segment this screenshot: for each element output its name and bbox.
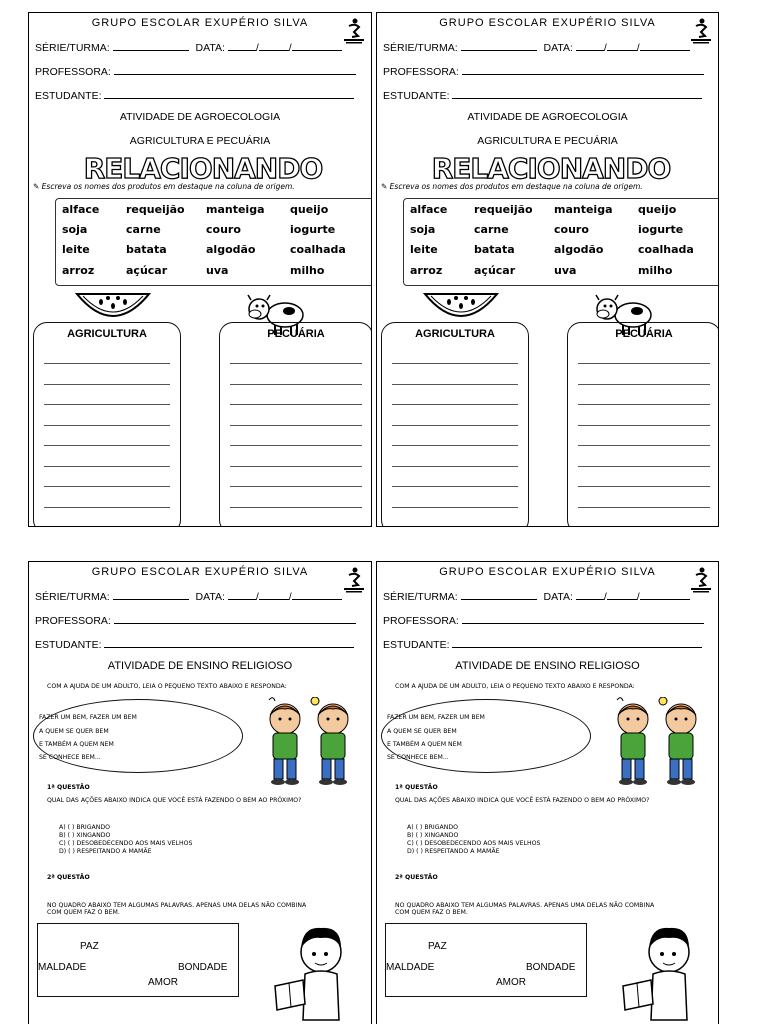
writing-line[interactable] — [44, 486, 170, 487]
agricultura-title: AGRICULTURA — [415, 328, 495, 340]
agro-sheet-right — [376, 12, 719, 527]
relacionando-banner — [431, 153, 671, 183]
word-bank-item: requeijão — [474, 203, 533, 216]
serie-turma-row — [35, 41, 342, 54]
activity-title: ATIVIDADE DE ENSINO RELIGIOSO — [455, 660, 640, 672]
writing-line[interactable] — [578, 363, 710, 364]
professora-field[interactable] — [462, 65, 704, 75]
school-name: GRUPO ESCOLAR EXUPÉRIO SILVA — [91, 566, 309, 578]
option-c[interactable]: C) ( ) DESOBEDECENDO AOS MAIS VELHOS — [59, 840, 193, 847]
school-logo — [690, 17, 712, 47]
poem-ellipse — [381, 699, 591, 773]
option-b[interactable]: B) ( ) XINGANDO — [407, 832, 459, 839]
word-paz[interactable]: PAZ — [428, 941, 447, 952]
professora-field[interactable] — [114, 614, 356, 624]
word-bank-item: iogurte — [290, 223, 336, 236]
word-bank-item: açúcar — [126, 264, 168, 277]
writing-line[interactable] — [578, 404, 710, 405]
writing-line[interactable] — [392, 486, 518, 487]
day-field[interactable] — [576, 41, 604, 51]
word-bank-item: algodão — [206, 243, 256, 256]
date-separator: / — [636, 42, 640, 54]
instruction-text: ✎ Escreva os nomes dos produtos em destaque na coluna de origem. — [33, 182, 295, 191]
writing-line[interactable] — [392, 507, 518, 508]
month-field[interactable] — [259, 590, 289, 600]
word-bondade[interactable]: BONDADE — [526, 962, 576, 973]
serie-field[interactable] — [461, 41, 537, 51]
writing-line[interactable] — [44, 425, 170, 426]
school-logo — [343, 17, 365, 47]
serie-label: SÉRIE/TURMA: — [383, 591, 458, 603]
agricultura-title: AGRICULTURA — [67, 328, 147, 340]
serie-label: SÉRIE/TURMA: — [35, 591, 110, 603]
pecuaria-box — [567, 322, 719, 527]
boy-reading-illustration — [269, 920, 359, 1024]
professora-field[interactable] — [114, 65, 356, 75]
word-bank-item: uva — [554, 264, 577, 277]
word-bank-item: leite — [410, 243, 438, 256]
question-2-label: 2ª QUESTÃO — [47, 874, 90, 881]
word-maldade[interactable]: MALDADE — [38, 962, 87, 973]
estudante-field[interactable] — [104, 89, 354, 99]
writing-line[interactable] — [44, 466, 170, 467]
word-bank-item: algodão — [554, 243, 604, 256]
word-bondade[interactable]: BONDADE — [178, 962, 228, 973]
writing-line[interactable] — [578, 445, 710, 446]
estudante-field[interactable] — [452, 89, 702, 99]
data-label: DATA: — [543, 42, 573, 54]
watermelon-icon — [75, 290, 151, 324]
word-bank-item: requeijão — [126, 203, 185, 216]
option-c[interactable]: C) ( ) DESOBEDECENDO AOS MAIS VELHOS — [407, 840, 541, 847]
word-bank-item: coalhada — [290, 243, 346, 256]
pecuaria-title: PECUÁRIA — [267, 328, 325, 340]
word-bank — [403, 198, 719, 286]
agricultura-box — [381, 322, 529, 527]
poem-line: SE CONHECE BEM... — [387, 754, 449, 761]
school-logo — [343, 566, 365, 596]
religion-sheet-left — [28, 561, 372, 1024]
word-bank-item: arroz — [62, 264, 95, 277]
question-1-text: QUAL DAS AÇÕES ABAIXO INDICA QUE VOCÊ ESTÁ FAZENDO O BEM AO PRÓXIMO? — [47, 797, 302, 804]
date-separator: / — [603, 42, 607, 54]
estudante-row — [35, 89, 354, 102]
professora-label: PROFESSORA: — [35, 615, 111, 627]
word-bank-item: iogurte — [638, 223, 684, 236]
estudante-label: ESTUDANTE: — [383, 90, 450, 102]
question-1-text: QUAL DAS AÇÕES ABAIXO INDICA QUE VOCÊ ESTÁ FAZENDO O BEM AO PRÓXIMO? — [395, 797, 650, 804]
writing-line[interactable] — [230, 363, 362, 364]
writing-line[interactable] — [44, 363, 170, 364]
estudante-row — [383, 638, 702, 651]
date-separator: / — [255, 591, 259, 603]
poem-ellipse — [33, 699, 243, 773]
professora-row — [383, 65, 704, 78]
word-bank-item: manteiga — [554, 203, 613, 216]
date-separator: / — [636, 591, 640, 603]
intro-text: COM A AJUDA DE UM ADULTO, LEIA O PEQUENO TEXTO ABAIXO E RESPONDA: — [47, 683, 287, 690]
writing-line[interactable] — [230, 466, 362, 467]
writing-line[interactable] — [392, 466, 518, 467]
word-bank-item: leite — [62, 243, 90, 256]
agro-sheet-left — [28, 12, 372, 527]
poem-line: SE CONHECE BEM... — [39, 754, 101, 761]
banner-text: RELACIONANDO — [431, 153, 671, 183]
professora-field[interactable] — [462, 614, 704, 624]
writing-line[interactable] — [230, 425, 362, 426]
word-bank-item: queijo — [290, 203, 329, 216]
professora-label: PROFESSORA: — [383, 615, 459, 627]
day-field[interactable] — [576, 590, 604, 600]
question-1-label: 1ª QUESTÃO — [47, 784, 90, 791]
word-bank — [55, 198, 372, 286]
writing-line[interactable] — [578, 486, 710, 487]
professora-row — [35, 65, 356, 78]
writing-line[interactable] — [230, 486, 362, 487]
professora-label: PROFESSORA: — [35, 66, 111, 78]
question-2-text: COM QUEM FAZ O BEM. — [395, 909, 468, 916]
kids-thinking-illustration — [259, 697, 359, 787]
word-bank-item: milho — [638, 264, 673, 277]
option-d[interactable]: D) ( ) RESPEITANDO A MAMÃE — [59, 848, 152, 855]
watermelon-icon — [423, 290, 499, 324]
question-1-label: 1ª QUESTÃO — [395, 784, 438, 791]
question-2-text: COM QUEM FAZ O BEM. — [47, 909, 120, 916]
month-field[interactable] — [607, 41, 637, 51]
date-separator: / — [288, 42, 292, 54]
estudante-row — [383, 89, 702, 102]
estudante-label: ESTUDANTE: — [35, 639, 102, 651]
writing-line[interactable] — [578, 466, 710, 467]
date-separator: / — [288, 591, 292, 603]
estudante-label: ESTUDANTE: — [383, 639, 450, 651]
word-amor[interactable]: AMOR — [496, 977, 526, 988]
data-label: DATA: — [543, 591, 573, 603]
word-bank-item: açúcar — [474, 264, 516, 277]
writing-line[interactable] — [230, 404, 362, 405]
serie-turma-row — [383, 590, 690, 603]
serie-field[interactable] — [113, 41, 189, 51]
school-logo — [690, 566, 712, 596]
writing-line[interactable] — [392, 404, 518, 405]
estudante-label: ESTUDANTE: — [35, 90, 102, 102]
religion-sheet-right — [376, 561, 719, 1024]
writing-line[interactable] — [578, 507, 710, 508]
day-field[interactable] — [228, 590, 256, 600]
word-bank-item: couro — [206, 223, 241, 236]
word-bank-item: alface — [410, 203, 448, 216]
word-bank-item: batata — [126, 243, 167, 256]
writing-line[interactable] — [230, 384, 362, 385]
word-bank-item: couro — [554, 223, 589, 236]
school-name: GRUPO ESCOLAR EXUPÉRIO SILVA — [439, 17, 656, 29]
serie-turma-row — [35, 590, 342, 603]
poem-line: A QUEM SE QUER BEM — [39, 728, 109, 735]
serie-label: SÉRIE/TURMA: — [35, 42, 110, 54]
estudante-field[interactable] — [104, 638, 354, 648]
relacionando-banner — [83, 153, 323, 183]
option-a[interactable]: A) ( ) BRIGANDO — [407, 824, 459, 831]
month-field[interactable] — [607, 590, 637, 600]
poem-line: A QUEM SE QUER BEM — [387, 728, 457, 735]
serie-turma-row — [383, 41, 690, 54]
pecuaria-title: PECUÁRIA — [615, 328, 673, 340]
school-name: GRUPO ESCOLAR EXUPÉRIO SILVA — [439, 566, 656, 578]
boy-reading-illustration — [617, 920, 707, 1024]
poem-line: FAZER UM BEM, FAZER UM BEM — [39, 714, 137, 721]
writing-line[interactable] — [392, 384, 518, 385]
serie-field[interactable] — [461, 590, 537, 600]
serie-field[interactable] — [113, 590, 189, 600]
writing-line[interactable] — [44, 404, 170, 405]
date-separator: / — [255, 42, 259, 54]
serie-label: SÉRIE/TURMA: — [383, 42, 458, 54]
banner-text: RELACIONANDO — [83, 153, 323, 183]
estudante-field[interactable] — [452, 638, 702, 648]
data-label: DATA: — [195, 591, 225, 603]
word-bank-item: alface — [62, 203, 100, 216]
poem-line: FAZER UM BEM, FAZER UM BEM — [387, 714, 485, 721]
activity-title: ATIVIDADE DE ENSINO RELIGIOSO — [107, 660, 293, 672]
year-field[interactable] — [640, 41, 690, 51]
activity-subtitle: AGRICULTURA E PECUÁRIA — [477, 135, 618, 147]
writing-line[interactable] — [578, 384, 710, 385]
word-maldade[interactable]: MALDADE — [386, 962, 435, 973]
professora-row — [35, 614, 356, 627]
month-field[interactable] — [259, 41, 289, 51]
agricultura-box — [33, 322, 181, 527]
question-2-label: 2ª QUESTÃO — [395, 874, 438, 881]
writing-line[interactable] — [44, 384, 170, 385]
option-a[interactable]: A) ( ) BRIGANDO — [59, 824, 111, 831]
option-d[interactable]: D) ( ) RESPEITANDO A MAMÃE — [407, 848, 500, 855]
professora-label: PROFESSORA: — [383, 66, 459, 78]
word-paz[interactable]: PAZ — [80, 941, 99, 952]
activity-subtitle: AGRICULTURA E PECUÁRIA — [129, 135, 271, 147]
instruction-text: ✎ Escreva os nomes dos produtos em destaque na coluna de origem. — [381, 182, 643, 191]
writing-line[interactable] — [230, 507, 362, 508]
words-box — [37, 923, 239, 997]
writing-line[interactable] — [392, 363, 518, 364]
school-name: GRUPO ESCOLAR EXUPÉRIO SILVA — [91, 17, 309, 29]
writing-line[interactable] — [392, 445, 518, 446]
word-bank-item: soja — [62, 223, 88, 236]
writing-line[interactable] — [578, 425, 710, 426]
question-2-text: NO QUADRO ABAIXO TEM ALGUMAS PALAVRAS. APENAS UMA DELAS NÃO COMBINA — [395, 902, 655, 909]
option-b[interactable]: B) ( ) XINGANDO — [59, 832, 111, 839]
estudante-row — [35, 638, 354, 651]
writing-line[interactable] — [44, 445, 170, 446]
word-bank-item: carne — [126, 223, 161, 236]
word-bank-item: milho — [290, 264, 325, 277]
year-field[interactable] — [292, 41, 342, 51]
professora-row — [383, 614, 704, 627]
word-bank-item: arroz — [410, 264, 443, 277]
activity-title: ATIVIDADE DE AGROECOLOGIA — [119, 111, 281, 123]
year-field[interactable] — [640, 590, 690, 600]
year-field[interactable] — [292, 590, 342, 600]
word-bank-item: coalhada — [638, 243, 694, 256]
kids-thinking-illustration — [607, 697, 707, 787]
activity-title: ATIVIDADE DE AGROECOLOGIA — [467, 111, 628, 123]
word-bank-item: uva — [206, 264, 229, 277]
date-separator: / — [603, 591, 607, 603]
poem-line: E TAMBÉM A QUEM NEM — [39, 741, 114, 748]
words-box — [385, 923, 587, 997]
poem-line: E TAMBÉM A QUEM NEM — [387, 741, 462, 748]
pecuaria-box — [219, 322, 372, 527]
word-amor[interactable]: AMOR — [148, 977, 178, 988]
day-field[interactable] — [228, 41, 256, 51]
writing-line[interactable] — [230, 445, 362, 446]
word-bank-item: batata — [474, 243, 515, 256]
writing-line[interactable] — [44, 507, 170, 508]
writing-line[interactable] — [392, 425, 518, 426]
word-bank-item: soja — [410, 223, 436, 236]
word-bank-item: queijo — [638, 203, 677, 216]
word-bank-item: carne — [474, 223, 509, 236]
data-label: DATA: — [195, 42, 225, 54]
question-2-text: NO QUADRO ABAIXO TEM ALGUMAS PALAVRAS. APENAS UMA DELAS NÃO COMBINA — [47, 902, 307, 909]
word-bank-item: manteiga — [206, 203, 265, 216]
intro-text: COM A AJUDA DE UM ADULTO, LEIA O PEQUENO TEXTO ABAIXO E RESPONDA: — [395, 683, 635, 690]
